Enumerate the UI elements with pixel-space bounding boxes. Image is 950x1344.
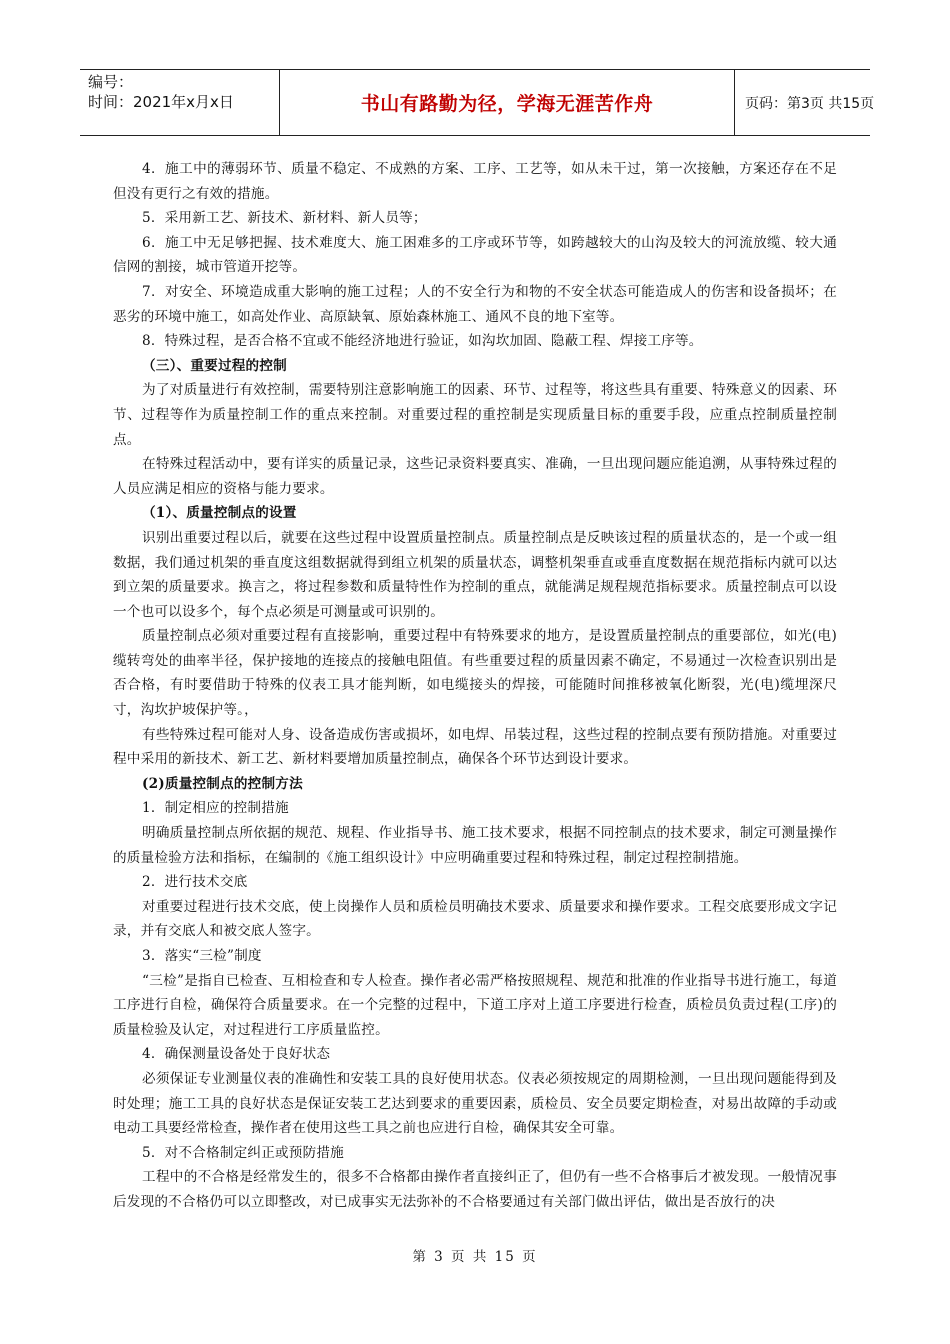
section-heading: （1）、质量控制点的设置 [142, 505, 297, 522]
paragraph: 为了对质量进行有效控制，需要特别注意影响施工的因素、环节、过程等，将这些具有重要、特殊意义的因素、环节、过程等作为质量控制工作的重点来控制。对重要过程的重控制是实现质量目标的重要手段，应重点控制质量控制点。 [113, 382, 837, 448]
paragraph: 有些特殊过程可能对人身、设备造成伤害或损坏，如电焊、吊装过程，这些过程的控制点要有预防措施。对重要过程中采用的新技术、新工艺、新材料要增加质量控制点，确保各个环节达到设计要求。 [113, 726, 837, 768]
paragraph: 6．施工中无足够把握、技术难度大、施工困难多的工序或环节等，如跨越较大的山沟及较大的河流放缆、较大通信网的割接，城市管道开挖等。 [113, 234, 837, 276]
paragraph: 必须保证专业测量仪表的准确性和安装工具的良好使用状态。仪表必须按规定的周期检测，一旦出现问题能得到及时处理；施工工具的良好状态是保证安装工艺达到要求的重要因素，质检员、安全员要定期检查，对易出故障的手动或电动工具要经常检查，操作者在使用这些工具之前也应进行自检，确保其安全可靠。 [113, 1070, 837, 1137]
header-meta-cell [80, 70, 280, 135]
paragraph: 5．采用新工艺、新技术、新材料、新人员等； [142, 210, 427, 227]
date-line: 时间：2021年x月x日 [88, 93, 234, 111]
page-info: 页码：第3页 共15页 [745, 95, 875, 112]
document-body [113, 157, 837, 1215]
paragraph: 2．进行技术交底 [142, 874, 248, 891]
paragraph: 1．制定相应的控制措施 [142, 800, 289, 817]
paragraph: 对重要过程进行技术交底，使上岗操作人员和质检员明确技术要求、质量要求和操作要求。工程交底要形成文字记录，并有交底人和被交底人签字。 [113, 898, 837, 940]
paragraph: 4．确保测量设备处于良好状态 [142, 1046, 331, 1063]
page-footer: 第 3 页 共 15 页 [412, 1249, 538, 1265]
header-motto-cell [280, 70, 735, 135]
paragraph: 3．落实“三检”制度 [142, 948, 262, 964]
paragraph: 工程中的不合格是经常发生的，很多不合格都由操作者直接纠正了，但仍有一些不合格事后才被发现。一般情况事后发现的不合格仍可以立即整改，对已成事实无法弥补的不合格要通过有关部门做出评估，做出是否放行的决 [113, 1169, 837, 1210]
section-heading: (2)质量控制点的控制方法 [142, 775, 303, 792]
paragraph: 5．对不合格制定纠正或预防措施 [142, 1144, 344, 1161]
motto: 书山有路勤为径，学海无涯苦作舟 [360, 93, 654, 115]
paragraph: “三检”是指自已检查、互相检查和专人检查。操作者必需严格按照规程、规范和批准的作业指导书进行施工，每道工序进行自检，确保符合质量要求。在一个完整的过程中，下道工序对上道工序要进行检查，质检员负责过程(工序)的质量检验及认定，对过程进行工序质量监控。 [113, 972, 837, 1038]
section-heading: （三）、重要过程的控制 [142, 357, 287, 374]
paragraph: 在特殊过程活动中，要有详实的质量记录，这些记录资料要真实、准确，一旦出现问题应能追溯，从事特殊过程的人员应满足相应的资格与能力要求。 [113, 456, 837, 497]
paragraph: 7．对安全、环境造成重大影响的施工过程；人的不安全行为和物的不安全状态可能造成人的伤害和设备损坏；在恶劣的环境中施工，如高处作业、高原缺氧、原始森林施工、通风不良的地下室等。 [113, 283, 837, 325]
paragraph: 8．特殊过程，是否合格不宜或不能经济地进行验证，如沟坎加固、隐蔽工程、焊接工序等。 [142, 333, 703, 350]
paragraph: 4．施工中的薄弱环节、质量不稳定、不成熟的方案、工序、工艺等，如从未干过，第一次接触，方案还存在不足但没有更行之有效的措施。 [113, 161, 837, 202]
paragraph: 识别出重要过程以后，就要在这些过程中设置质量控制点。质量控制点是反映该过程的质量状态的，是一个或一组数据，我们通过机架的垂直度这组数据就得到组立机架的质量状态，调整机架垂直或垂直度数据在规范指标内就可以达到立架的质量要求。换言之，将过程参数和质量特性作为控制的重点，就能满足规程规范指标要求。质量控制点可以设一个也可以设多个，每个点必须是可测量或可识别的。 [113, 529, 837, 620]
serial-label: 编号： [88, 73, 134, 91]
header-page-cell [735, 70, 875, 135]
page-header [80, 69, 875, 136]
paragraph: 明确质量控制点所依据的规范、规程、作业指导书、施工技术要求，根据不同控制点的技术要求，制定可测量操作的质量检验方法和指标，在编制的《施工组织设计》中应明确重要过程和特殊过程，制定过程控制措施。 [113, 825, 837, 866]
paragraph: 质量控制点必须对重要过程有直接影响，重要过程中有特殊要求的地方，是设置质量控制点的重要部位，如光(电)缆转弯处的曲率半径，保护接地的连接点的接触电阻值。有些重要过程的质量因素不确定，不易通过一次检查识别出是否合格，有时要借助于特殊的仪表工具才能判断，如电缆接头的焊接，可能随时间推移被氧化断裂，光(电)缆埋深尺寸，沟坎护坡保护等。， [113, 628, 837, 719]
